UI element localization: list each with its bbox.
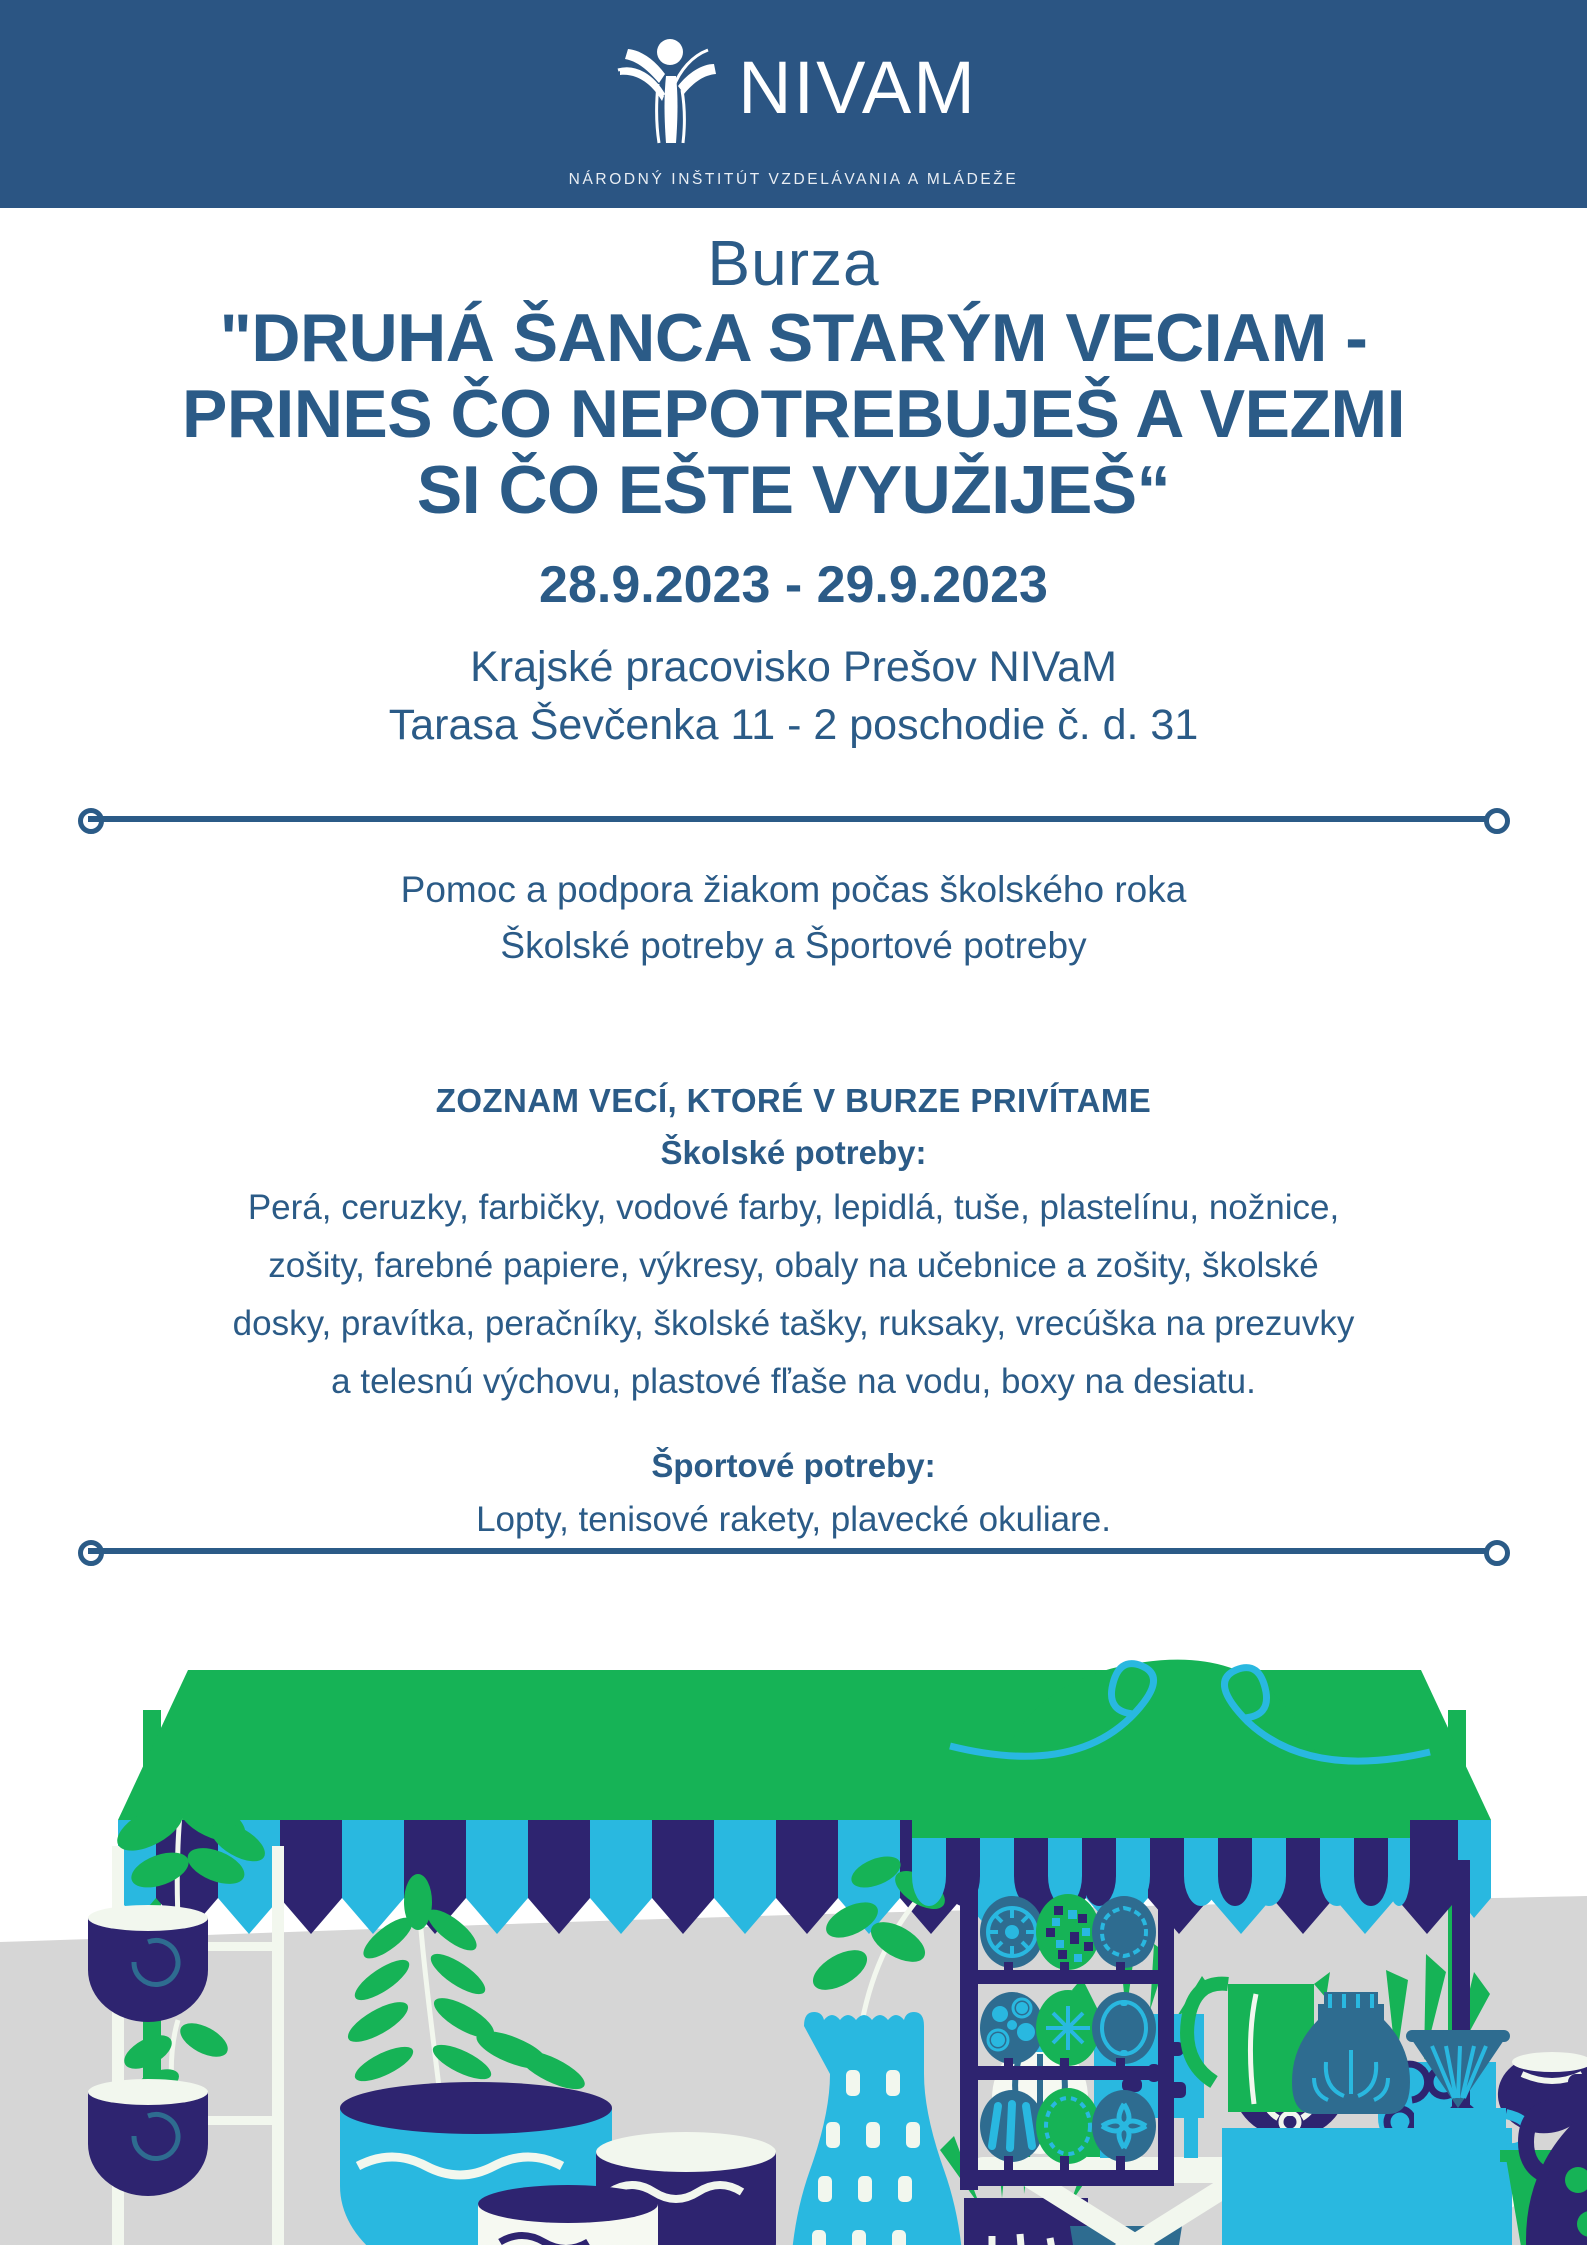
cream-pot: [478, 2185, 658, 2245]
divider-bottom: [78, 1540, 1510, 1562]
headline-line-2: PRINES ČO NEPOTREBUJEŠ A VEZMI: [181, 376, 1406, 452]
sport-supplies-block: [0, 1440, 1587, 1548]
plate-row-2: [980, 1990, 1156, 2076]
school-line-3: dosky, pravítka, peračníky, školské tašky, ruksaky, vrecúška na prezuvky: [232, 1304, 1355, 1343]
plate-rack: [962, 1886, 1174, 2186]
logo-block: [0, 26, 1587, 189]
intro-line-2: Školské potreby a Športové potreby: [500, 925, 1087, 966]
divider-knob-right-icon: [1484, 808, 1510, 834]
event-dates: 28.9.2023 - 29.9.2023: [539, 556, 1048, 614]
divider-bar: [88, 1548, 1500, 1554]
intro-line-1: Pomoc a podpora žiakom počas školského roka: [400, 869, 1187, 910]
logo-row: [610, 26, 977, 149]
school-line-2: zošity, farebné papiere, výkresy, obaly na učebnice a zošity, školské: [268, 1246, 1319, 1285]
market-stall-illustration: [0, 1570, 1587, 2245]
divider-bar: [88, 816, 1500, 822]
logo-wordmark: NIVAM: [738, 45, 977, 129]
sport-supplies-text: Lopty, tenisové rakety, plavecké okuliare.: [476, 1500, 1111, 1539]
intro-text: [0, 862, 1587, 974]
title-kicker: Burza: [707, 227, 880, 299]
divider-knob-right-icon: [1484, 1540, 1510, 1566]
person-with-raised-arms-icon: [610, 26, 730, 149]
stand-pot-top: [88, 1918, 208, 2022]
title-headline: [0, 300, 1587, 528]
school-supplies-label: Školské potreby:: [660, 1134, 927, 1171]
sport-supplies-label: Športové potreby:: [651, 1447, 936, 1484]
list-heading: ZOZNAM VECÍ, KTORÉ V BURZE PRIVÍTAME: [435, 1082, 1152, 1119]
event-venue: [0, 638, 1587, 754]
school-line-1: Perá, ceruzky, farbičky, vodové farby, lepidlá, tuše, plastelínu, nožnice,: [247, 1188, 1340, 1227]
stand-pot-bottom: [88, 2092, 208, 2196]
divider-top: [78, 808, 1510, 830]
plate-row-1: [980, 1894, 1156, 1980]
school-line-4: a telesnú výchovu, plastové fľaše na vodu, boxy na desiatu.: [331, 1362, 1256, 1401]
title-block: [0, 228, 1587, 528]
school-supplies-text: [0, 1179, 1587, 1411]
plate-row-3: [980, 2088, 1156, 2174]
venue-line-1: Krajské pracovisko Prešov NIVaM: [470, 643, 1117, 691]
logo-tagline: NÁRODNÝ INŠTITÚT VZDELÁVANIA A MLÁDEŽE: [568, 171, 1019, 188]
header-bar: [0, 0, 1587, 208]
accepted-items-block: [0, 1075, 1587, 1411]
headline-line-1: "DRUHÁ ŠANCA STARÝM VECIAM -: [219, 300, 1368, 376]
headline-line-3: SI ČO EŠTE VYUŽIJEŠ“: [416, 452, 1171, 528]
venue-line-2: Tarasa Ševčenka 11 - 2 poschodie č. d. 31: [388, 701, 1199, 749]
